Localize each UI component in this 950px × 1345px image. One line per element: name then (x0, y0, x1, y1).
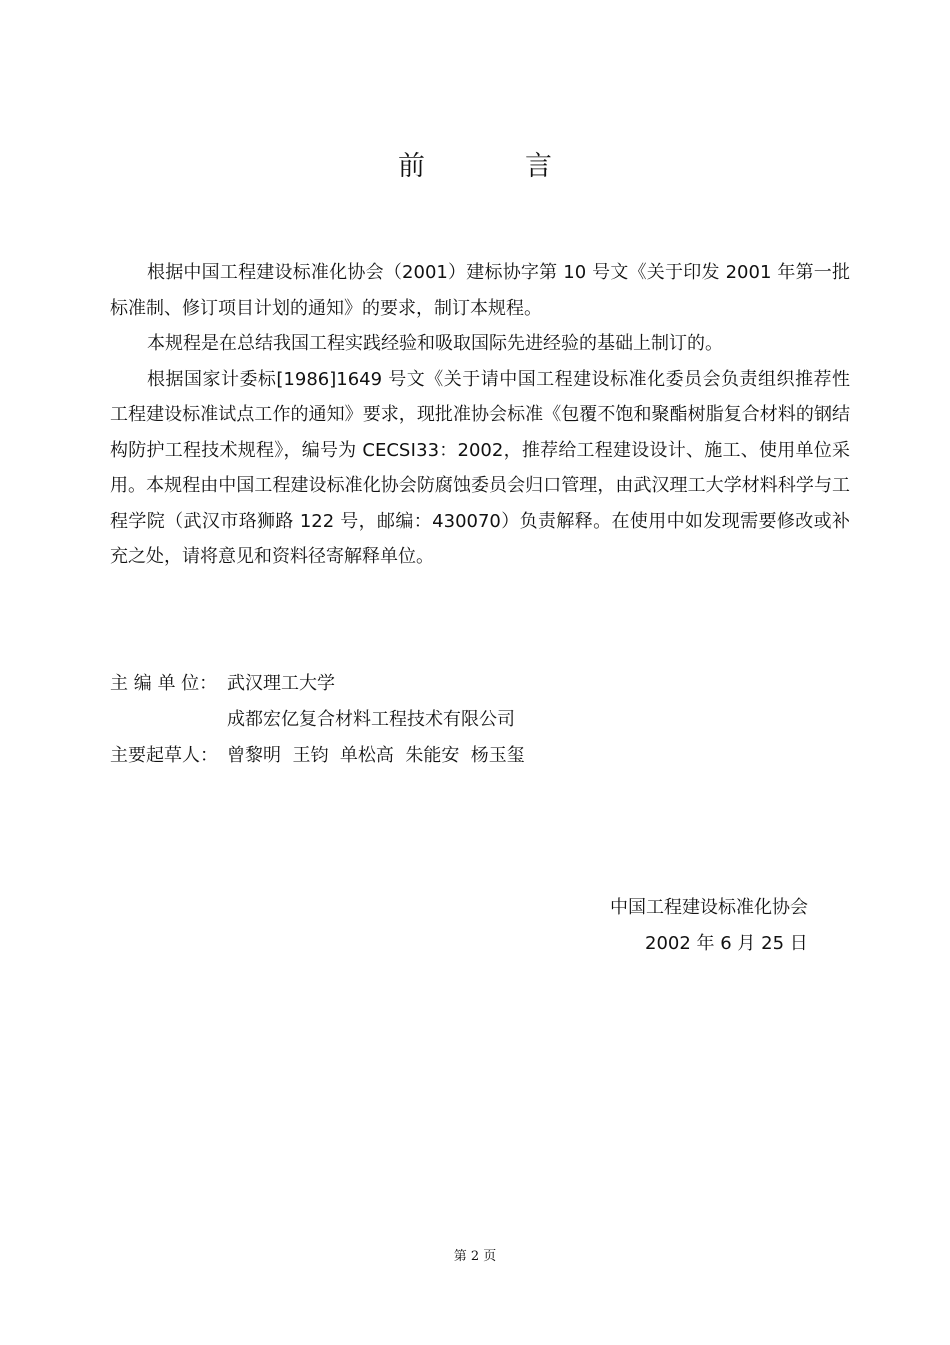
chief-unit-label: 主 编 单 位： (110, 673, 218, 694)
editors-block (110, 666, 525, 774)
chief-unit-spacer (110, 702, 227, 738)
title-char-1: 前 (398, 151, 425, 182)
paragraph-3: 根据国家计委标[1986]1649 号文《关于请中国工程建设标准化委员会负责组织推荐性工程建设标准试点工作的通知》要求，现批准协会标准《包覆不饱和聚酯树脂复合材料的钢结构防护工程技术规程》，编号为 CECSⅠ33：2002，推荐给工程建设设计、施工、使用单位采用。本规程由中国工程建设标准化协会防腐蚀委员会归口管理，由武汉理工大学材料科学与工程学院（武汉市珞狮路 122 号，邮编：430070）负责解释。在使用中如发现需要修改或补充之处，请将意见和资料径寄解释单位。 (110, 368, 850, 567)
chief-unit-1: 武汉理工大学 (227, 673, 335, 694)
signature-date: 2002 年 6 月 25 日 (645, 933, 808, 954)
paragraph-2: 本规程是在总结我国工程实践经验和吸取国际先进经验的基础上制订的。 (147, 333, 723, 354)
signature-org: 中国工程建设标准化协会 (610, 897, 808, 918)
page-title (0, 144, 950, 183)
paragraph-1: 根据中国工程建设标准化协会（2001）建标协字第 10 号文《关于印发 2001 年第一批标准制、修订项目计划的通知》的要求，制订本规程。 (110, 262, 850, 319)
title-char-2: 言 (525, 151, 552, 182)
signature-block (600, 890, 840, 962)
chief-unit-row (110, 666, 525, 702)
chief-unit-row-2 (110, 702, 525, 738)
drafters-row (110, 738, 525, 774)
preface-body (110, 255, 850, 575)
page-number: 第 2 页 (453, 1249, 497, 1264)
drafters-label: 主要起草人： (110, 745, 218, 766)
chief-unit-2: 成都宏亿复合材料工程技术有限公司 (227, 709, 515, 730)
drafters-names: 曾黎明 王钧 单松高 朱能安 杨玉玺 (227, 745, 525, 766)
